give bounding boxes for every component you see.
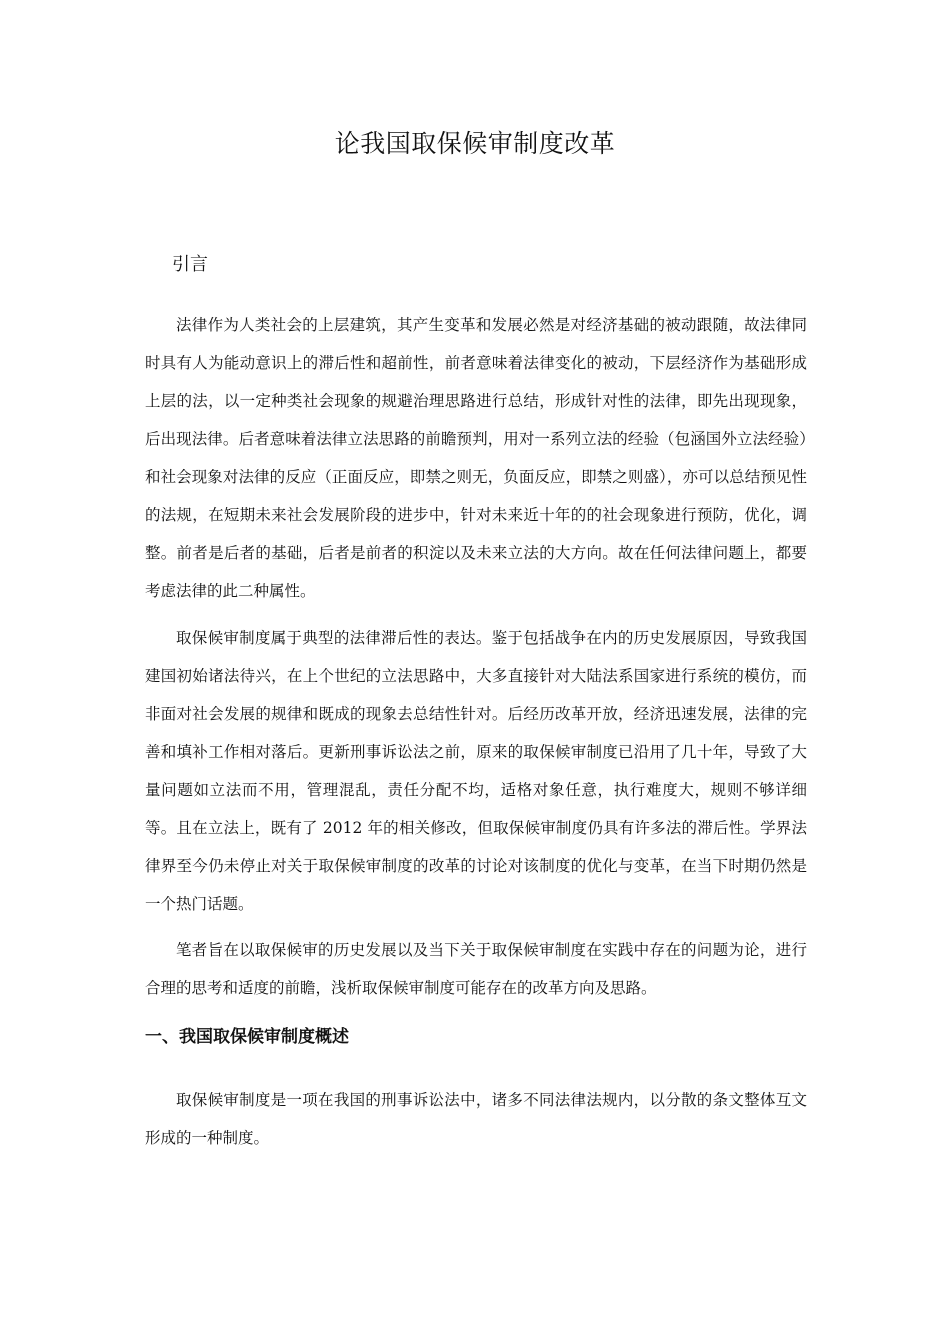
intro-paragraph-2: 取保候审制度属于典型的法律滞后性的表达。鉴于包括战争在内的历史发展原因，导致我国建国初始诸法待兴，在上个世纪的立法思路中，大多直接针对大陆法系国家进行系统的模仿，而非面对社会发展的规律和既成的现象去总结性针对。后经历改革开放，经济迅速发展，法律的完善和填补工作相对落后。更新刑事诉讼法之前，原来的取保候审制度已沿用了几十年，导致了大量问题如立法而不用，管理混乱，责任分配不均，适格对象任意，执行难度大，规则不够详细等。且在立法上，既有了 2012 年的相关修改，但取保候审制度仍具有许多法的滞后性。学界法律界至今仍未停止对关于取保候审制度的改革的讨论对该制度的优化与变革，在当下时期仍然是一个热门话题。 (145, 629, 807, 913)
intro-heading: 引言 (172, 254, 208, 275)
section-1-paragraph: 取保候审制度是一项在我国的刑事诉讼法中，诸多不同法律法规内，以分散的条文整体互文形成的一种制度。 (145, 1091, 807, 1147)
intro-paragraph-3: 笔者旨在以取保候审的历史发展以及当下关于取保候审制度在实践中存在的问题为论，进行合理的思考和适度的前瞻，浅析取保候审制度可能存在的改革方向及思路。 (145, 941, 807, 997)
intro-paragraph-1: 法律作为人类社会的上层建筑，其产生变革和发展必然是对经济基础的被动跟随，故法律同时具有人为能动意识上的滞后性和超前性，前者意味着法律变化的被动，下层经济作为基础形成上层的法，以一定种类社会现象的规避治理思路进行总结，形成针对性的法律，即先出现现象，后出现法律。后者意味着法律立法思路的前瞻预判，用对一系列立法的经验（包涵国外立法经验）和社会现象对法律的反应（正面反应，即禁之则无，负面反应，即禁之则盛），亦可以总结预见性的法规，在短期未来社会发展阶段的进步中，针对未来近十年的的社会现象进行预防，优化，调整。前者是后者的基础，后者是前者的积淀以及未来立法的大方向。故在任何法律问题上，都要考虑法律的此二种属性。 (145, 316, 807, 600)
document-title: 论我国取保候审制度改革 (334, 129, 616, 158)
section-1-heading: 一、我国取保候审制度概述 (145, 1027, 349, 1047)
